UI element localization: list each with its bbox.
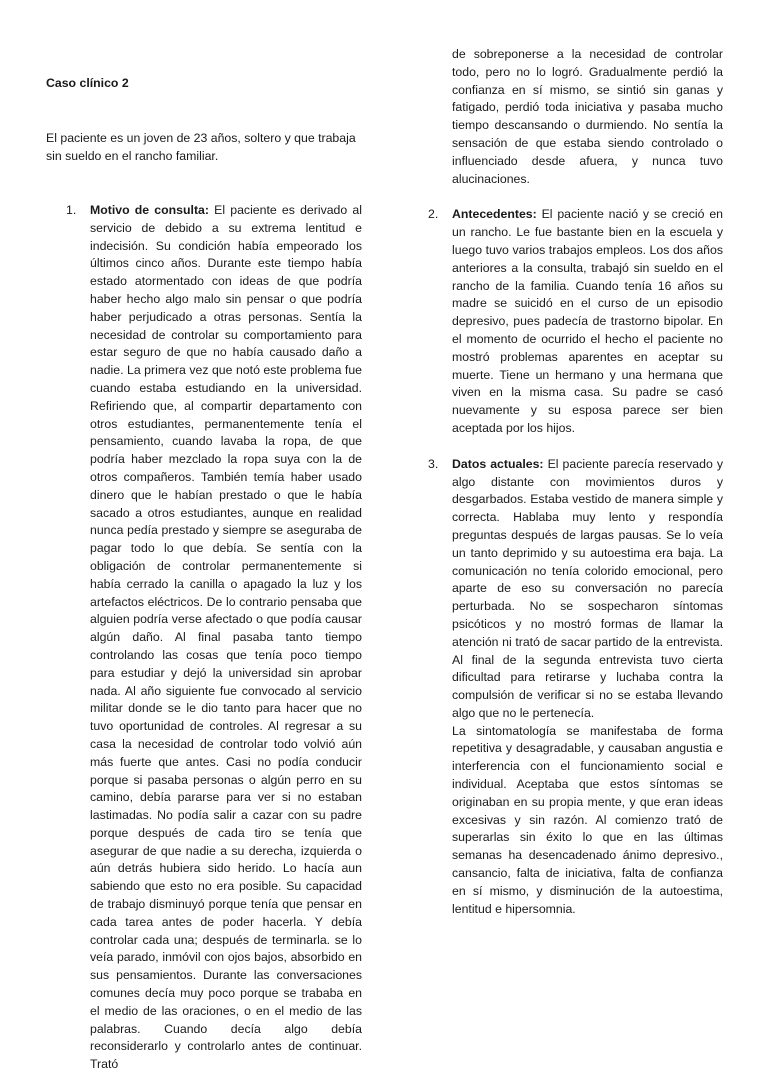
section-body xyxy=(90,202,362,1074)
right-column xyxy=(428,46,723,918)
intro-paragraph: El paciente es un joven de 23 años, soltero y que trabaja sin sueldo en el rancho familiar. xyxy=(46,131,356,163)
section-heading: Antecedentes: xyxy=(452,207,537,222)
section-body xyxy=(452,456,723,723)
document-title: Caso clínico 2 xyxy=(46,76,129,90)
section-body xyxy=(452,206,723,437)
section-datos-actuales xyxy=(428,456,723,919)
section-number: 3. xyxy=(428,456,439,471)
section-text: El paciente nació y se creció en un rancho. Le fue bastante bien en la escuela y luego tuvo varios trabajos empleos. Los dos años anteriores a la consulta, trabajó sin sueldo en el rancho de la familia. Cuando tenía 16 años su madre se suicidó en el curso de un episodio depresivo, pues padecía de trastorno bipolar. En el momento de ocurrido el hecho el paciente no mostró problemas aparentes en aceptar su muerte. Tiene un hermano y una hermana que viven en la misma casa. Su padre se casó nuevamente y su esposa parece ser bien aceptada por los hijos. xyxy=(452,207,723,435)
section-text: El paciente parecía reservado y algo distante con movimientos duros y desgarbados. Estaba vestido de manera simple y correcta. Hablaba muy lento y respondía preguntas después de largas pausas. Se lo veía un tanto deprimido y su autoestima era baja. La comunicación no tenía colorido emocional, pero aparte de eso su conversación no parecía perturbada. No se sospecharon síntomas psicóticos y no mostró formas de llamar la atención ni trató de sacar partido de la entrevista. Al final de la segunda entrevista tuvo cierta dificultad para retirarse y luchaba contra la compulsión de verificar si no se estaba llevando algo que no le pertenecía. xyxy=(452,456,723,720)
section-heading: Datos actuales: xyxy=(452,456,544,471)
left-column xyxy=(66,202,362,1074)
section-heading: Motivo de consulta: xyxy=(90,203,209,217)
section-number: 1. xyxy=(66,203,77,217)
section-antecedentes xyxy=(428,206,723,437)
section-continuation: de sobreponerse a la necesidad de controlar todo, pero no lo logró. Gradualmente perdió la confianza en sí mismo, se sintió sin ganas y fatigado, perdió toda iniciativa y pasaba mucho tiempo descansando o durmiendo. No sentía la sensación de que estaba siendo controlado o influenciado desde afuera, y nunca tuvo alucinaciones. xyxy=(452,47,723,186)
section-motivo-consulta xyxy=(66,202,362,1074)
section-text: El paciente es derivado al servicio de debido a su extrema lentitud e indecisión. Su condición había empeorado los últimos cinco años. Durante este tiempo había estado atormentado con ideas de que podría haber hecho algo malo sin pensar o que podría haber perjudicado a otras personas. Sentía la necesidad de controlar su comportamiento para estar seguro de que no había causado daño a nadie. La primera vez que notó este problema fue cuando estaba estudiando en la universidad. Refiriendo que, al compartir departamento con otros estudiantes, permanentemente tenía el pensamiento, cuando lavaba la ropa, de que podría haber mezclado la ropa suya con la de otros compañeros. También temía haber usado dinero que le habían prestado o que le había sacado a otros estudiantes, aunque en realidad nunca pedía prestado y siempre se aseguraba de pagar todo lo que debía. Se sentía con la obligación de controlar permanentemente si había cerrado la canilla o apagado la luz y los artefactos eléctricos. De lo contrario pensaba que alguien podría verse afectado o que podía causar algún daño. Al final pasaba tanto tiempo controlando las cosas que tenía poco tiempo para estudiar y dejó la universidad sin aprobar nada. Al año siguiente fue convocado al servicio militar donde se le dio tanto para hacer que no tuvo oportunidad de controles. Al regresar a su casa la necesidad de controlar todo volvió aún más fuerte que antes. Casi no podía conducir porque si pasaba personas o algún perro en su camino, debía pararse para ver si no estaban lastimadas. No podía salir a cazar con su padre porque después de cada tiro se tenía que asegurar de que nadie a su derecha, izquierda o aún detrás hubiera sido herido. Lo hacía aun sabiendo que esto no era posible. Su capacidad de trabajo disminuyó porque tenía que pensar en cada tarea antes de poder hacerla. Y debía controlar cada una; después de terminarla. se lo veía parado, inmóvil con ojos bajos, absorbido en sus pensamientos. Durante las conversaciones comunes decía muy poco porque se trababa en el medio de las oraciones, o en el medio de las palabras. Cuando decía algo debía reconsiderarlo y controlarlo antes de continuar. Trató xyxy=(90,203,362,1072)
section-text-continued: La sintomatología se manifestaba de forma repetitiva y desagradable, y causaban angustia e interferencia con el funcionamiento social e individual. Aceptaba que estos síntomas se originaban en su propia mente, y que eran ideas excesivas y sin razón. Al comienzo trató de superarlas sin éxito lo que en las últimas semanas ha desencadenado ánimo depresivo., cansancio, falta de iniciativa, falta de confianza en sí mismo, y disminución de la autoestima, lentitud e hipersomnia. xyxy=(452,723,723,916)
section-number: 2. xyxy=(428,207,439,222)
